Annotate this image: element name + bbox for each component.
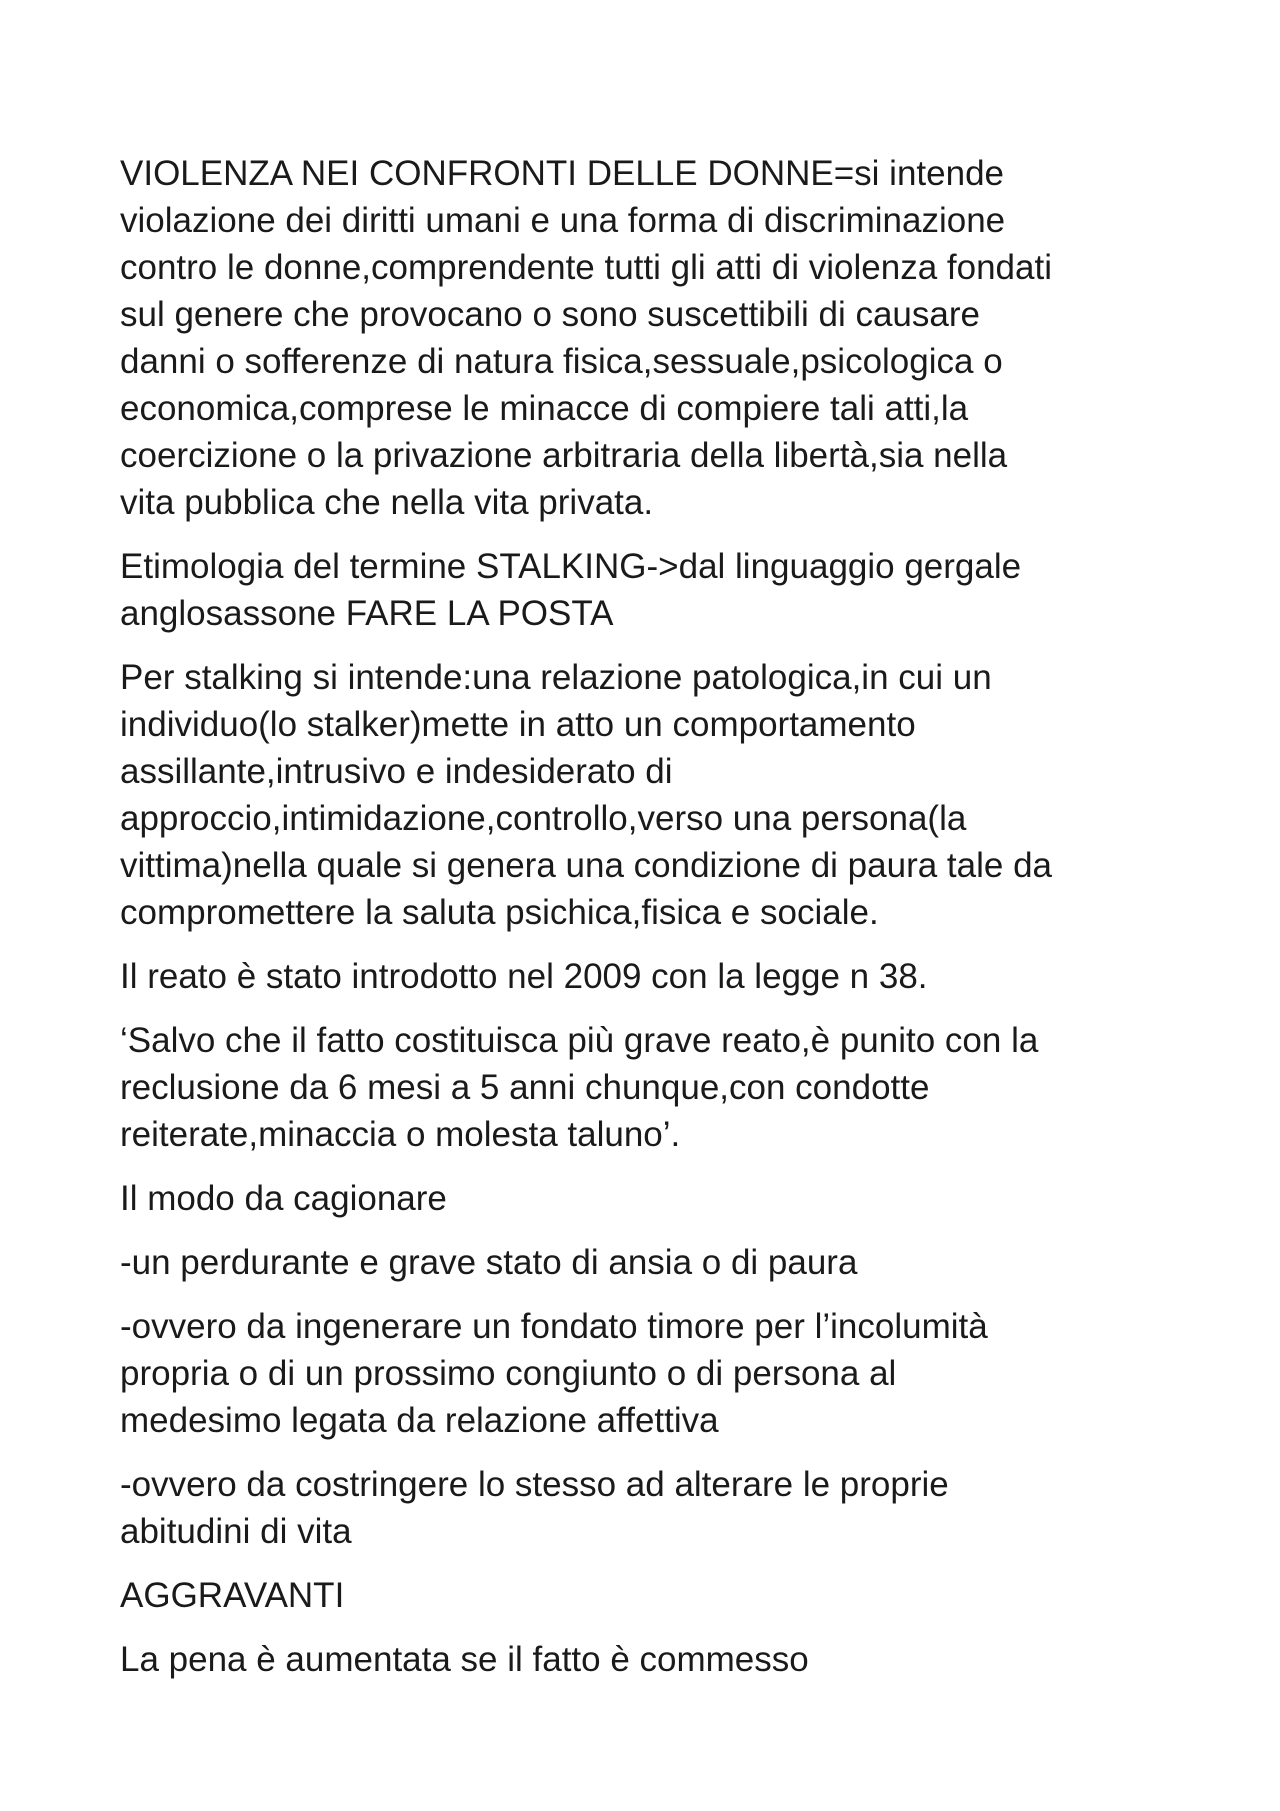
- list-item-anxiety: -un perdurante e grave stato di ansia o di paura: [120, 1243, 858, 1282]
- paragraph-penalty: La pena è aumentata se il fatto è commesso: [120, 1640, 809, 1679]
- paragraph-mode-heading: Il modo da cagionare: [120, 1179, 447, 1218]
- section-heading-aggravanti: AGGRAVANTI: [120, 1576, 345, 1615]
- paragraph-etymology-stalking: Etimologia del termine STALKING->dal linguaggio gergale anglosassone FARE LA POSTA: [120, 547, 1022, 633]
- paragraph-law-introduction: Il reato è stato introdotto nel 2009 con la legge n 38.: [120, 957, 928, 996]
- paragraph-definition-stalking: Per stalking si intende:una relazione patologica,in cui un individuo(lo stalker)mette in atto un comportamento assillante,intrusivo e indesiderato di approccio,intimidazione,controllo,verso una persona(la vittima)nella quale si genera una condizione di paura tale da compromettere la saluta psichica,fisica e sociale.: [120, 658, 1052, 932]
- paragraph-definition-violence: VIOLENZA NEI CONFRONTI DELLE DONNE=si intende violazione dei diritti umani e una forma di discriminazione contro le donne,comprendente tutti gli atti di violenza fondati sul genere che provocano o sono suscettibili di causare danni o sofferenze di natura fisica,sessuale,psicologica o economica,comprese le minacce di compiere tali atti,la coercizione o la privazione arbitraria della libertà,sia nella vita pubblica che nella vita privata.: [120, 154, 1052, 522]
- document-body: [120, 150, 1180, 1700]
- paragraph-law-quote: ‘Salvo che il fatto costituisca più grave reato,è punito con la reclusione da 6 mesi a 5 anni chunque,con condotte reiterate,minaccia o molesta taluno’.: [120, 1021, 1039, 1154]
- list-item-fear: -ovvero da ingenerare un fondato timore per l’incolumità propria o di un prossimo congiunto o di persona al medesimo legata da relazione affettiva: [120, 1307, 988, 1440]
- list-item-habits: -ovvero da costringere lo stesso ad alterare le proprie abitudini di vita: [120, 1465, 949, 1551]
